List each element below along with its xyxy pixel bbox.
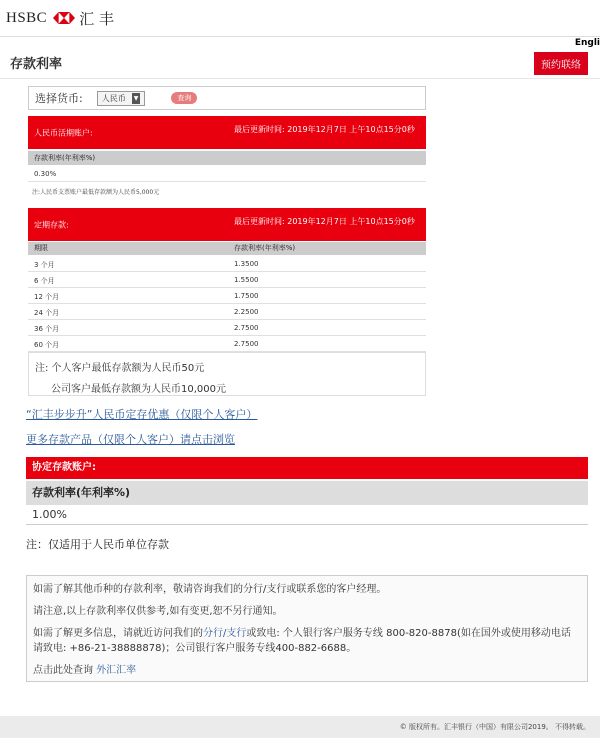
rate-cell: 1.7500: [234, 292, 259, 300]
more-products-link[interactable]: 更多存款产品（仅限个人客户）请点击浏览: [26, 433, 235, 446]
agreement-note: 注：仅适用于人民币单位存款: [26, 538, 169, 551]
demand-rate-value: 0.30%: [34, 170, 57, 178]
table-row: [28, 304, 426, 320]
page-title: 存款利率: [10, 57, 63, 72]
info-paragraph-contact: [33, 626, 579, 656]
table-row: [28, 272, 426, 288]
currency-label: 选择货币:: [35, 92, 83, 105]
fixed-note-individual: 注: 个人客户最低存款额为人民币50元: [35, 363, 205, 374]
fixed-deposit-header: [28, 208, 426, 241]
table-row: [28, 288, 426, 304]
agreement-rate-row: [26, 505, 588, 525]
table-row: [28, 256, 426, 272]
divider: [0, 78, 600, 79]
currency-selector-box: [28, 86, 426, 110]
language-link[interactable]: Engli: [574, 38, 600, 48]
info-text: 或致电: 个人银行客户服务专线 800-820-8878(如在国外或使用移动电话请致电: +86-21-38888878)；公司银行客户服务专线400-882-6688。: [33, 628, 571, 654]
hsbc-chinese-name: 汇 丰: [79, 9, 114, 28]
hsbc-wordmark[interactable]: HSBC: [6, 9, 48, 26]
term-cell: 60 个月: [34, 341, 60, 349]
demand-updated-time: 最后更新时间: 2019年12月7日 上午10点15分0秒: [234, 125, 415, 134]
info-text: 如需了解更多信息，请就近访问我们的: [33, 628, 203, 639]
demand-deposit-title: 人民币活期账户:: [34, 128, 93, 137]
fixed-note-box: [28, 352, 426, 396]
agreement-rate-column-header: 存款利率(年利率%): [26, 481, 588, 505]
rate-cell: 2.7500: [234, 324, 259, 332]
rate-cell: 1.5500: [234, 276, 259, 284]
agreement-deposit-header: 协定存款账户:: [26, 457, 588, 479]
term-cell: 3 个月: [34, 261, 55, 269]
hsbc-hexagon-logo-icon: [53, 12, 75, 24]
table-row: [28, 336, 426, 352]
chevron-down-icon: ▼: [133, 94, 139, 102]
fixed-deposit-title: 定期存款:: [34, 220, 69, 229]
demand-rate-column-header: 存款利率(年利率%): [28, 151, 426, 165]
demand-note: 注:人民币支票账户最低存款额为人民币5,000元: [32, 189, 160, 196]
term-cell: 24 个月: [34, 309, 60, 317]
fixed-updated-time: 最后更新时间: 2019年12月7日 上午10点15分0秒: [234, 217, 415, 226]
promo-link[interactable]: “汇丰步步升”人民币定存优惠（仅限个人客户）: [26, 408, 258, 421]
currency-select[interactable]: [97, 91, 146, 106]
currency-select-value: 人民币: [101, 93, 126, 103]
footer: © 版权所有。汇丰银行（中国）有限公司2019。 不得转载。: [0, 716, 600, 738]
demand-deposit-header: [28, 116, 426, 149]
rate-cell: 1.3500: [234, 260, 259, 268]
info-paragraph-fx: [33, 663, 579, 678]
info-paragraph: 如需了解其他币种的存款利率，敬请咨询我们的分行/支行或联系您的客户经理。: [33, 584, 387, 595]
fx-rate-link[interactable]: 外汇汇率: [96, 665, 137, 676]
agreement-rate-value: 1.00%: [32, 508, 67, 521]
query-button[interactable]: 查询: [171, 92, 197, 104]
demand-rate-row: [28, 166, 426, 182]
info-box: [26, 575, 588, 682]
term-cell: 36 个月: [34, 325, 60, 333]
fixed-note-corporate: 公司客户最低存款额为人民币10,000元: [51, 384, 226, 395]
term-cell: 12 个月: [34, 293, 60, 301]
info-paragraph: 请注意,以上存款利率仅供参考,如有变更,恕不另行通知。: [33, 606, 283, 617]
appointment-button[interactable]: 预约联络: [534, 52, 588, 75]
table-row: [28, 320, 426, 336]
rate-cell: 2.2500: [234, 308, 259, 316]
fixed-term-column-header: 期限: [34, 244, 48, 252]
fixed-rate-column-header: 存款利率(年利率%): [234, 244, 296, 252]
rate-cell: 2.7500: [234, 340, 259, 348]
term-cell: 6 个月: [34, 277, 55, 285]
branch-link[interactable]: 分行/支行: [203, 628, 247, 639]
fixed-column-header: [28, 242, 426, 255]
logo-bar: [0, 0, 600, 37]
info-text: 点击此处查询: [33, 665, 97, 676]
